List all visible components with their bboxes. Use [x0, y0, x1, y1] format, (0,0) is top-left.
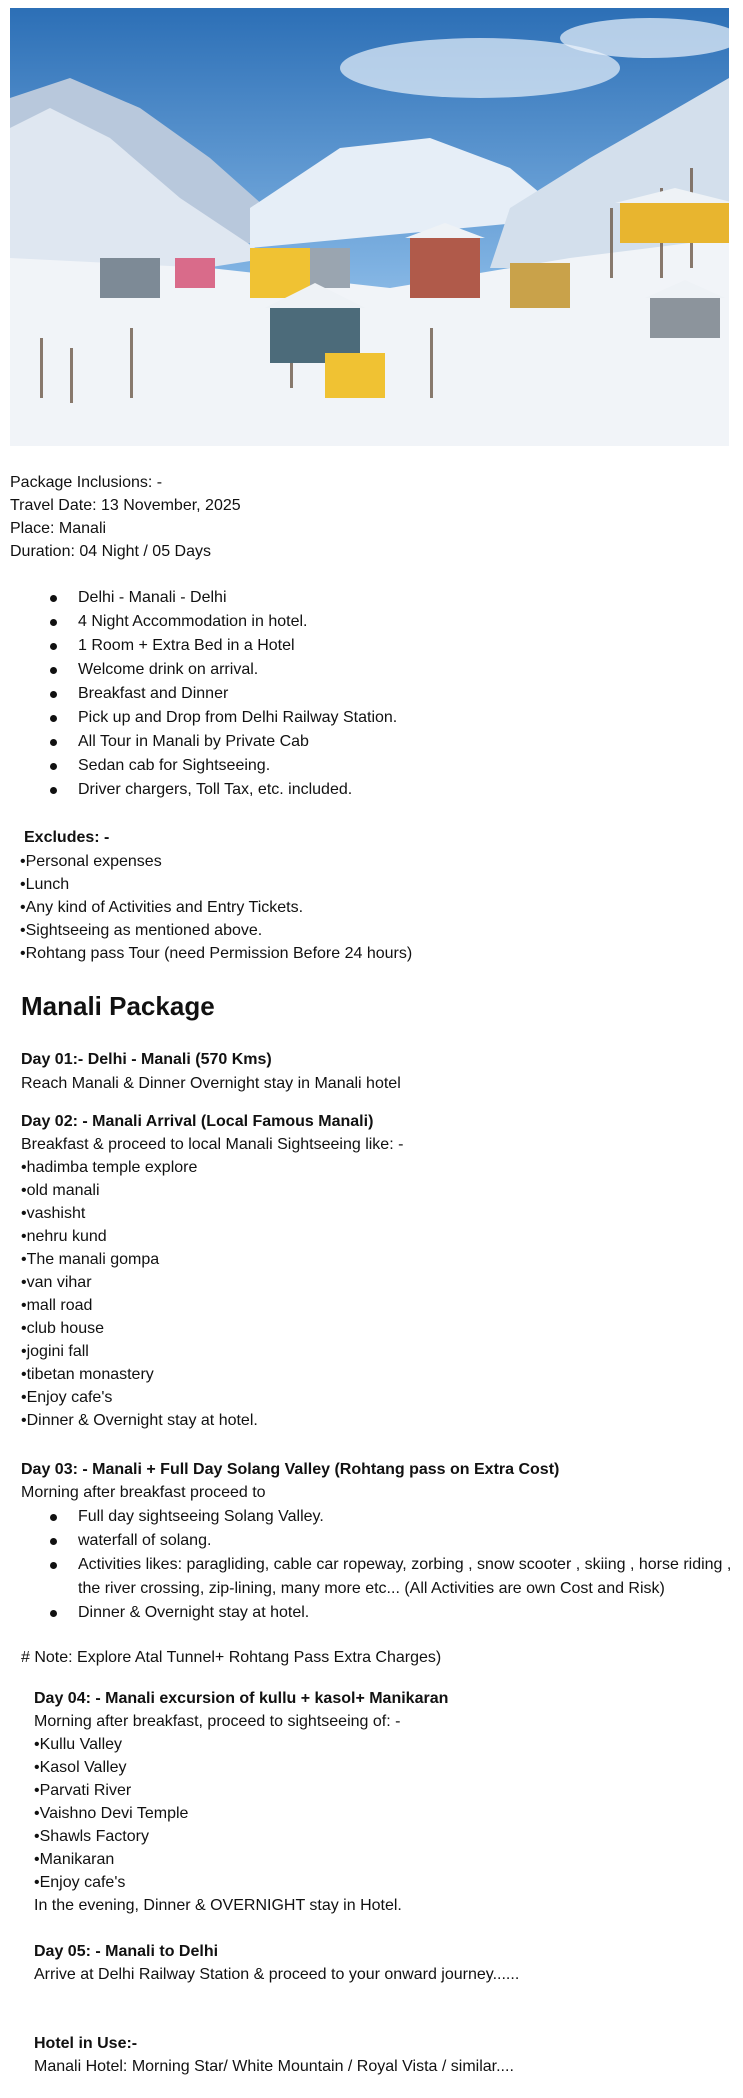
- day2-item: •van vihar: [21, 1274, 92, 1291]
- list-item: Delhi - Manali - Delhi: [10, 586, 397, 610]
- bullet-icon: [50, 715, 57, 722]
- day4-item: •Parvati River: [34, 1782, 132, 1799]
- list-item: All Tour in Manali by Private Cab: [10, 730, 397, 754]
- day3-list: [10, 1505, 738, 1625]
- list-item: waterfall of solang.: [10, 1529, 738, 1553]
- inclusions-list: [10, 586, 397, 802]
- exclude-item: •Lunch: [20, 876, 70, 893]
- day2-item: •Dinner & Overnight stay at hotel.: [21, 1412, 258, 1429]
- day1-text: Reach Manali & Dinner Overnight stay in Manali hotel: [21, 1075, 401, 1092]
- bullet-icon: [50, 1562, 57, 1569]
- exclude-item: •Sightseeing as mentioned above.: [20, 922, 263, 939]
- list-item: Pick up and Drop from Delhi Railway Station.: [10, 706, 397, 730]
- duration: Duration: 04 Night / 05 Days: [10, 543, 211, 560]
- hotel-text: Manali Hotel: Morning Star/ White Mountain / Royal Vista / similar....: [34, 2058, 514, 2075]
- bullet-icon: [50, 643, 57, 650]
- day2-title: Day 02: - Manali Arrival (Local Famous Manali): [21, 1113, 374, 1130]
- day4-item: •Kullu Valley: [34, 1736, 123, 1753]
- day2-item: •tibetan monastery: [21, 1366, 154, 1383]
- day4-title: Day 04: - Manali excursion of kullu + kasol+ Manikaran: [34, 1690, 449, 1707]
- day2-item: •The manali gompa: [21, 1251, 160, 1268]
- list-item: Dinner & Overnight stay at hotel.: [10, 1601, 738, 1625]
- day2-item: •old manali: [21, 1182, 100, 1199]
- exclude-item: •Personal expenses: [20, 853, 162, 870]
- day2-item: •jogini fall: [21, 1343, 89, 1360]
- bullet-icon: [50, 1538, 57, 1545]
- day4-intro: Morning after breakfast, proceed to sightseeing of: -: [34, 1713, 401, 1730]
- bullet-icon: [50, 763, 57, 770]
- bullet-icon: [50, 787, 57, 794]
- day2-item: •vashisht: [21, 1205, 86, 1222]
- exclude-item: •Rohtang pass Tour (need Permission Before 24 hours): [20, 945, 413, 962]
- page-title: Manali Package: [21, 991, 215, 1021]
- bullet-icon: [50, 667, 57, 674]
- hotel-title: Hotel in Use:-: [34, 2035, 138, 2052]
- bullet-icon: [50, 595, 57, 602]
- day5-text: Arrive at Delhi Railway Station & proceed to your onward journey......: [34, 1966, 520, 1983]
- day4-item: •Manikaran: [34, 1851, 115, 1868]
- hero-image: [10, 8, 729, 446]
- day2-item: •hadimba temple explore: [21, 1159, 198, 1176]
- note: # Note: Explore Atal Tunnel+ Rohtang Pass Extra Charges): [21, 1649, 442, 1666]
- bullet-icon: [50, 619, 57, 626]
- day2-item: •mall road: [21, 1297, 93, 1314]
- list-item: Breakfast and Dinner: [10, 682, 397, 706]
- bullet-icon: [50, 1610, 57, 1617]
- day4-item: •Kasol Valley: [34, 1759, 127, 1776]
- day3-intro: Morning after breakfast proceed to: [21, 1484, 266, 1501]
- day4-outro: In the evening, Dinner & OVERNIGHT stay in Hotel.: [34, 1897, 402, 1914]
- day2-item: •nehru kund: [21, 1228, 107, 1245]
- list-item: Driver chargers, Toll Tax, etc. included.: [10, 778, 397, 802]
- day2-item: •club house: [21, 1320, 104, 1337]
- day2-item: •Enjoy cafe's: [21, 1389, 113, 1406]
- bullet-icon: [50, 691, 57, 698]
- day2-intro: Breakfast & proceed to local Manali Sightseeing like: -: [21, 1136, 404, 1153]
- day3-title: Day 03: - Manali + Full Day Solang Valley (Rohtang pass on Extra Cost): [21, 1461, 560, 1478]
- snow-village-illustration: [10, 8, 729, 446]
- bullet-icon: [50, 739, 57, 746]
- bullet-icon: [50, 1514, 57, 1521]
- day4-item: •Shawls Factory: [34, 1828, 149, 1845]
- day4-item: •Enjoy cafe's: [34, 1874, 126, 1891]
- list-item: Sedan cab for Sightseeing.: [10, 754, 397, 778]
- day5-title: Day 05: - Manali to Delhi: [34, 1943, 219, 1960]
- list-item: 4 Night Accommodation in hotel.: [10, 610, 397, 634]
- day1-title: Day 01:- Delhi - Manali (570 Kms): [21, 1051, 272, 1068]
- day4-item: •Vaishno Devi Temple: [34, 1805, 189, 1822]
- list-item: Welcome drink on arrival.: [10, 658, 397, 682]
- exclude-item: •Any kind of Activities and Entry Tickets.: [20, 899, 304, 916]
- place: Place: Manali: [10, 520, 107, 537]
- inclusions-title: Package Inclusions: -: [10, 474, 163, 491]
- list-item: 1 Room + Extra Bed in a Hotel: [10, 634, 397, 658]
- list-item: Activities likes: paragliding, cable car ropeway, zorbing , snow scooter , skiing , horse riding , the river crossing, zip-lining, many more etc... (All Activities are own Cost and Risk): [10, 1553, 738, 1601]
- travel-date: Travel Date: 13 November, 2025: [10, 497, 241, 514]
- list-item: Full day sightseeing Solang Valley.: [10, 1505, 738, 1529]
- excludes-title: Excludes: -: [24, 829, 110, 846]
